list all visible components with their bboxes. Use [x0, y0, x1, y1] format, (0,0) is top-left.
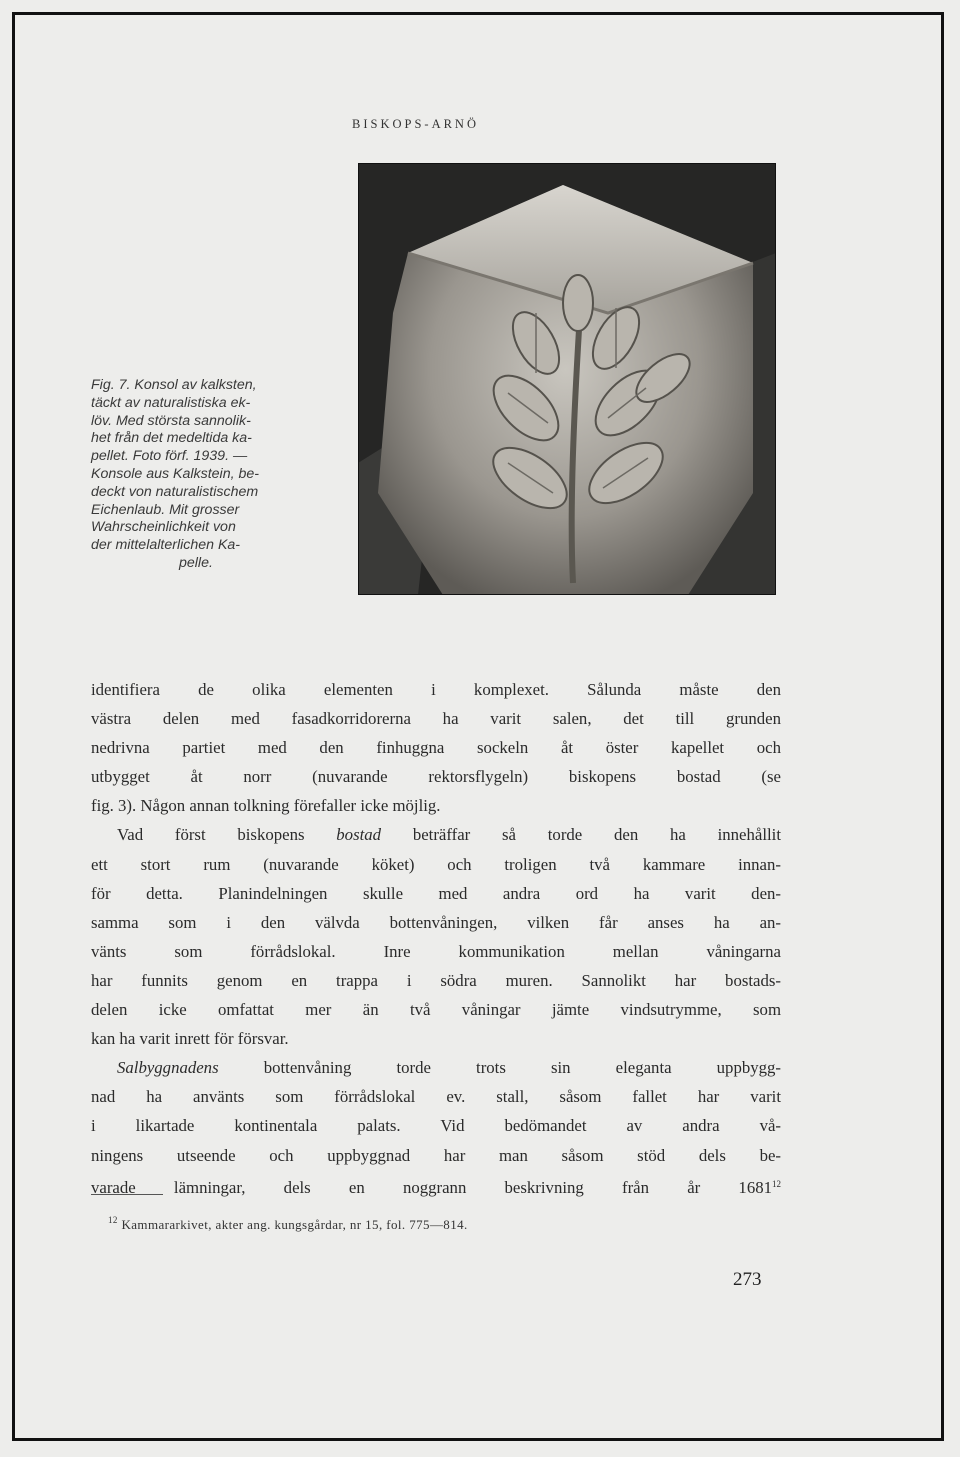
text-line: ett stort rum (nuvarande köket) och troligen två kammare innan- — [91, 854, 781, 874]
footnote-rule — [91, 1194, 163, 1195]
caption-line: Wahrscheinlichkeit von — [91, 519, 236, 536]
emphasis: bostad — [336, 825, 382, 845]
footnote — [108, 1215, 468, 1233]
text-line: för detta. Planindelningen skulle med andra ord ha varit den- — [91, 883, 781, 903]
text-line: västra delen med fasadkorridorerna ha varit salen, det till grunden — [91, 709, 781, 729]
caption-line: der mittelalterlichen Ka- — [91, 537, 241, 554]
text-fragment: bottenvåning torde trots sin eleganta uppbygg- — [263, 1058, 781, 1078]
caption-line: Fig. 7. Konsol av kalksten, — [91, 377, 257, 393]
figure-caption — [91, 377, 309, 573]
text-line: i likartade kontinentala palats. Vid bedömandet av andra vå- — [91, 1116, 781, 1136]
text-line: utbygget åt norr (nuvarande rektorsflygeln) biskopens bostad (se — [91, 767, 781, 787]
caption-line: Konsole aus Kalkstein, be- — [91, 465, 259, 482]
text-line — [91, 1053, 781, 1082]
text-line: delen icke omfattat mer än två våningar jämte vindsutrymme, som — [91, 1000, 781, 1020]
running-head: BISKOPS-ARNÖ — [352, 117, 479, 131]
footnote-number: 12 — [108, 1215, 118, 1225]
text-line — [91, 820, 781, 849]
caption-line: pelle. — [179, 554, 213, 571]
caption-line: het från det medeltida ka- — [91, 430, 252, 447]
text-line: vänts som förrådslokal. Inre kommunikation mellan våningarna — [91, 941, 781, 961]
caption-line: täckt av naturalistiska ek- — [91, 394, 251, 411]
footnote-text: Kammararkivet, akter ang. kungsgårdar, nr 15, fol. 775—814. — [121, 1217, 468, 1232]
text-line: nedrivna partiet med den finhuggna sockeln åt öster kapellet och — [91, 738, 781, 758]
text-line: har funnits genom en trappa i södra muren. Sannolikt har bostads- — [91, 970, 781, 990]
caption-line: pellet. Foto förf. 1939. — — [91, 448, 248, 465]
text-fragment: Vad först biskopens — [117, 825, 305, 845]
caption-line: Eichenlaub. Mit grosser — [91, 501, 240, 518]
text-line: samma som i den välvda bottenvåningen, vilken får anses ha an- — [91, 912, 781, 932]
text-fragment: varade lämningar, dels en noggrann beskrivning från år 1681 — [91, 1177, 772, 1197]
text-line: fig. 3). Någon annan tolkning förefaller icke möjlig. — [91, 796, 441, 816]
text-line — [91, 1170, 781, 1202]
text-line: identifiera de olika elementen i komplexet. Sålunda måste den — [91, 680, 781, 699]
text-fragment: beträffar så torde den ha innehållit — [412, 825, 781, 845]
text-line: ningens utseende och uppbyggnad har man såsom stöd dels be- — [91, 1145, 781, 1165]
text-line: nad ha använts som förrådslokal ev. stall, såsom fallet har varit — [91, 1087, 781, 1107]
caption-line: löv. Med största sannolik- — [91, 412, 251, 429]
emphasis: Salbyggnadens — [117, 1058, 219, 1078]
page-number: 273 — [733, 1269, 762, 1290]
figure-photo — [358, 163, 776, 595]
footnote-reference: 12 — [772, 1178, 781, 1189]
body-text — [91, 675, 781, 1202]
text-line: kan ha varit inrett för försvar. — [91, 1029, 289, 1049]
caption-line: deckt von naturalistischem — [91, 483, 259, 500]
corbel-photo-image — [358, 163, 776, 595]
